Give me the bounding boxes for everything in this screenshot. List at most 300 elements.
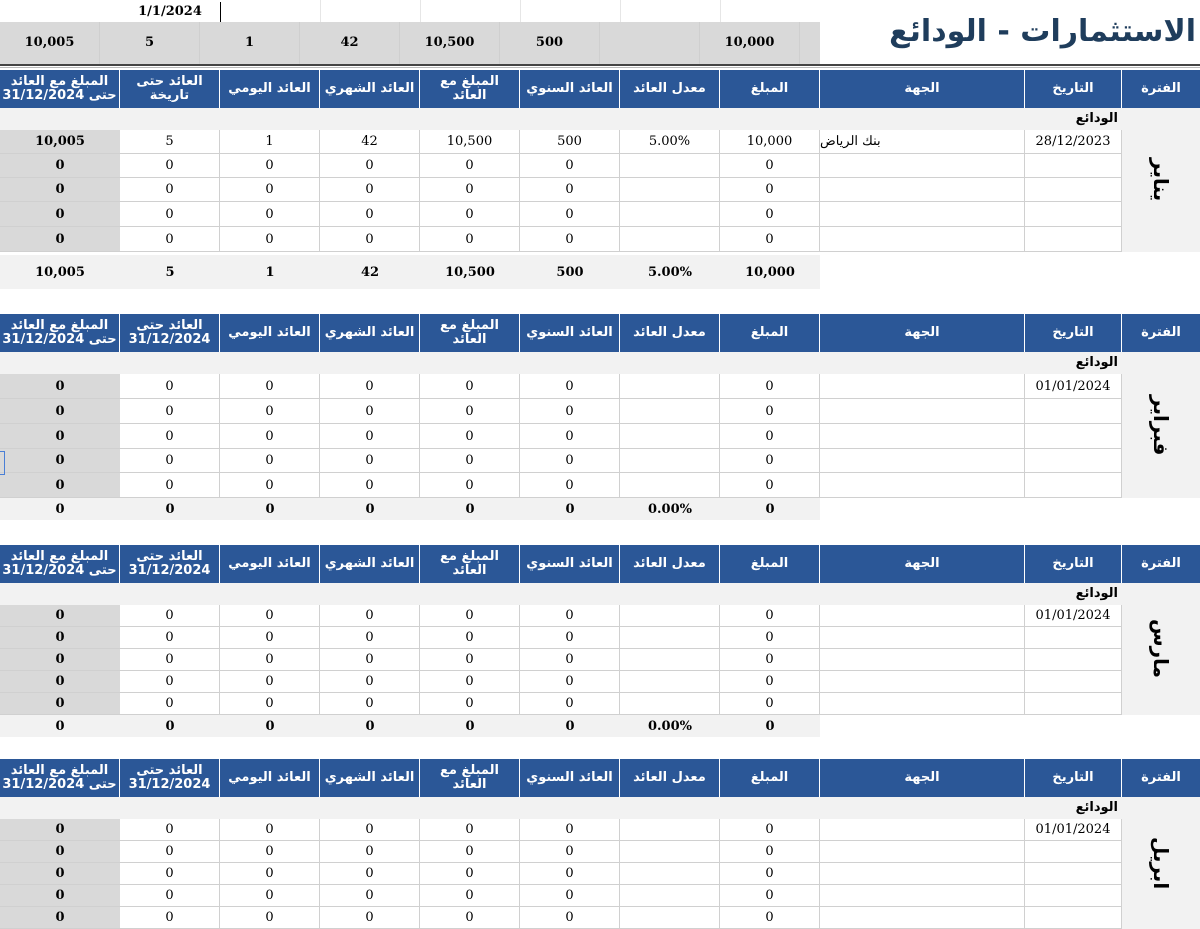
cell-daily-return[interactable]: 0 [220,841,320,863]
table-row [0,605,1122,627]
cell-date[interactable] [1025,154,1122,178]
cell-party[interactable] [820,424,1025,449]
table-row [0,693,1122,715]
cell-monthly-return[interactable]: 0 [320,885,420,907]
cell-party[interactable] [820,671,1025,693]
total-amount-with-return[interactable]: 10,500 [445,264,495,280]
cell-amount-with-return[interactable]: 0 [420,424,520,449]
header-return-to-date[interactable]: العائد حتى 31/12/2024 [120,314,220,352]
cell-daily-return[interactable]: 0 [220,627,320,649]
header-amount[interactable]: المبلغ [720,545,820,583]
cell-daily-return[interactable]: 0 [220,178,320,202]
cell-daily-return[interactable]: 0 [220,202,320,227]
header-annual-return[interactable]: العائد السنوي [520,759,620,797]
cell-amount[interactable]: 0 [720,649,820,671]
top-date-cell[interactable]: 1/1/2024 [120,2,221,23]
header-monthly-return[interactable]: العائد الشهري [320,314,420,352]
cell-total-with-return[interactable]: 10,005 [0,130,120,154]
cell-annual-return[interactable]: 0 [520,863,620,885]
cell-total-with-return[interactable]: 0 [0,227,120,252]
header-party[interactable]: الجهة [820,545,1025,583]
header-daily-return[interactable]: العائد اليومي [220,314,320,352]
header-party[interactable]: الجهة [820,314,1025,352]
cell-monthly-return[interactable]: 0 [320,178,420,202]
cell-monthly-return[interactable]: 0 [320,473,420,498]
summary-amount-with-return[interactable]: 10,500 [400,22,500,64]
cell-amount[interactable]: 0 [720,449,820,473]
cell-daily-return[interactable]: 0 [220,863,320,885]
table-row [0,130,1122,154]
cell-amount[interactable]: 10,000 [720,130,820,154]
table-row [0,671,1122,693]
header-annual-return[interactable]: العائد السنوي [520,70,620,108]
table-row [0,841,1122,863]
total-annual-return[interactable]: 0 [565,501,575,517]
summary-monthly-return[interactable]: 42 [300,22,400,64]
cell-return-to-date[interactable]: 0 [120,693,220,715]
cell-amount[interactable]: 0 [720,819,820,841]
cell-amount[interactable]: 0 [720,399,820,424]
cell-monthly-return[interactable]: 0 [320,649,420,671]
cell-party[interactable] [820,399,1025,424]
cell-amount[interactable]: 0 [720,473,820,498]
cell-return-to-date[interactable]: 0 [120,399,220,424]
header-period[interactable]: الفترة [1141,325,1181,340]
header-total-with-return[interactable]: المبلغ مع العائد حتى 31/12/2024 [0,70,120,108]
cell-daily-return[interactable]: 0 [220,473,320,498]
cell-amount[interactable]: 0 [720,627,820,649]
cell-daily-return[interactable]: 0 [220,671,320,693]
cell-amount[interactable]: 0 [720,841,820,863]
cell-monthly-return[interactable]: 0 [320,671,420,693]
cell-monthly-return[interactable]: 0 [320,449,420,473]
cell-annual-return[interactable]: 0 [520,202,620,227]
cell-amount[interactable]: 0 [720,202,820,227]
cell-rate[interactable] [620,693,720,715]
cell-annual-return[interactable]: 0 [520,627,620,649]
header-amount[interactable]: المبلغ [720,314,820,352]
total-amount[interactable]: 0 [765,501,775,517]
cell-total-with-return[interactable]: 0 [0,202,120,227]
cell-rate[interactable] [620,424,720,449]
summary-rate[interactable] [600,22,700,64]
cell-total-with-return[interactable]: 0 [0,399,120,424]
cell-amount[interactable]: 0 [720,863,820,885]
cell-amount[interactable]: 0 [720,374,820,399]
selected-cell-indicator [0,451,5,475]
cell-total-with-return[interactable]: 0 [0,863,120,885]
total-daily-return[interactable]: 1 [265,264,275,280]
table-row [0,819,1122,841]
cell-rate[interactable] [620,605,720,627]
cell-daily-return[interactable]: 0 [220,154,320,178]
cell-rate[interactable] [620,671,720,693]
header-rate[interactable]: معدل العائد [620,70,720,108]
cell-total-with-return[interactable]: 0 [0,907,120,929]
cell-monthly-return[interactable]: 42 [320,130,420,154]
cell-return-to-date[interactable]: 0 [120,178,220,202]
summary-total-with-return[interactable]: 10,005 [0,22,100,64]
cell-monthly-return[interactable]: 0 [320,863,420,885]
month-label [1122,583,1200,715]
cell-monthly-return[interactable]: 0 [320,399,420,424]
cell-amount[interactable]: 0 [720,605,820,627]
header-daily-return[interactable]: العائد اليومي [220,70,320,108]
cell-annual-return[interactable]: 0 [520,819,620,841]
header-rate[interactable]: معدل العائد [620,314,720,352]
header-period[interactable]: الفترة [1141,81,1181,96]
cell-daily-return[interactable]: 0 [220,907,320,929]
section-label: الودائع [1075,800,1118,815]
header-rate[interactable]: معدل العائد [620,545,720,583]
cell-return-to-date[interactable]: 0 [120,374,220,399]
cell-date[interactable] [1025,202,1122,227]
header-date[interactable]: التاريخ [1025,314,1122,352]
section-label-row [0,352,1122,374]
cell-daily-return[interactable]: 0 [220,424,320,449]
cell-date[interactable] [1025,449,1122,473]
cell-total-with-return[interactable]: 0 [0,841,120,863]
table-row [0,227,1122,252]
cell-monthly-return[interactable]: 0 [320,202,420,227]
cell-return-to-date[interactable]: 0 [120,649,220,671]
header-total-with-return[interactable]: المبلغ مع العائد حتى 31/12/2024 [0,314,120,352]
cell-amount-with-return[interactable]: 0 [420,473,520,498]
total-amount[interactable]: 10,000 [745,264,795,280]
cell-total-with-return[interactable]: 0 [0,605,120,627]
header-return-to-date[interactable]: العائد حتى 31/12/2024 [120,545,220,583]
total-monthly-return[interactable]: 0 [365,718,375,734]
header-rate[interactable]: معدل العائد [620,759,720,797]
cell-party[interactable] [820,693,1025,715]
cell-rate[interactable] [620,374,720,399]
cell-amount[interactable]: 0 [720,227,820,252]
summary-annual-return[interactable]: 500 [500,22,600,64]
header-amount-with-return[interactable]: المبلغ مع العائد [420,70,520,108]
header-party[interactable]: الجهة [820,759,1025,797]
cell-total-with-return[interactable]: 0 [0,649,120,671]
header-return-to-date[interactable]: العائد حتى تاريخة [120,70,220,108]
cell-party[interactable] [820,605,1025,627]
cell-amount[interactable]: 0 [720,671,820,693]
summary-return-to-date[interactable]: 5 [100,22,200,64]
total-daily-return[interactable]: 0 [265,501,275,517]
cell-total-with-return[interactable]: 0 [0,819,120,841]
total-daily-return[interactable]: 0 [265,718,275,734]
cell-annual-return[interactable]: 500 [520,130,620,154]
cell-daily-return[interactable]: 0 [220,885,320,907]
cell-annual-return[interactable]: 0 [520,178,620,202]
cell-daily-return[interactable]: 0 [220,227,320,252]
cell-amount-with-return[interactable]: 0 [420,693,520,715]
cell-annual-return[interactable]: 0 [520,374,620,399]
cell-amount-with-return[interactable]: 0 [420,449,520,473]
cell-monthly-return[interactable]: 0 [320,841,420,863]
cell-daily-return[interactable]: 0 [220,649,320,671]
cell-monthly-return[interactable]: 0 [320,154,420,178]
cell-total-with-return[interactable]: 0 [0,449,120,473]
cell-party[interactable]: بنك الرياض [820,130,1025,154]
cell-date[interactable] [1025,885,1122,907]
header-amount[interactable]: المبلغ [720,759,820,797]
cell-return-to-date[interactable]: 0 [120,473,220,498]
cell-annual-return[interactable]: 0 [520,154,620,178]
cell-monthly-return[interactable]: 0 [320,693,420,715]
cell-amount[interactable]: 0 [720,907,820,929]
cell-rate[interactable] [620,885,720,907]
cell-total-with-return[interactable]: 0 [0,374,120,399]
cell-amount[interactable]: 0 [720,154,820,178]
cell-amount-with-return[interactable]: 0 [420,863,520,885]
cell-amount-with-return[interactable]: 0 [420,374,520,399]
cell-monthly-return[interactable]: 0 [320,605,420,627]
cell-annual-return[interactable]: 0 [520,841,620,863]
cell-amount-with-return[interactable]: 0 [420,178,520,202]
total-annual-return[interactable]: 500 [556,264,584,280]
cell-annual-return[interactable]: 0 [520,399,620,424]
cell-date[interactable] [1025,863,1122,885]
cell-annual-return[interactable]: 0 [520,649,620,671]
cell-annual-return[interactable]: 0 [520,693,620,715]
cell-daily-return[interactable]: 0 [220,374,320,399]
cell-rate[interactable] [620,907,720,929]
month-name: يناير [1149,158,1173,202]
table-row [0,885,1122,907]
cell-annual-return[interactable]: 0 [520,671,620,693]
section-label: الودائع [1075,355,1118,370]
header-date[interactable]: التاريخ [1025,545,1122,583]
cell-return-to-date[interactable]: 0 [120,819,220,841]
total-monthly-return[interactable]: 0 [365,501,375,517]
cell-amount-with-return[interactable]: 0 [420,819,520,841]
total-rate[interactable]: 5.00% [647,264,692,280]
cell-daily-return[interactable]: 0 [220,819,320,841]
cell-amount-with-return[interactable]: 0 [420,202,520,227]
header-monthly-return[interactable]: العائد الشهري [320,759,420,797]
header-daily-return[interactable]: العائد اليومي [220,759,320,797]
cell-rate[interactable] [620,627,720,649]
cell-annual-return[interactable]: 0 [520,885,620,907]
cell-party[interactable] [820,449,1025,473]
cell-total-with-return[interactable]: 0 [0,473,120,498]
total-annual-return[interactable]: 0 [565,718,575,734]
cell-rate[interactable]: 5.00% [620,130,720,154]
cell-date[interactable]: 01/01/2024 [1025,374,1122,399]
header-date[interactable]: التاريخ [1025,70,1122,108]
total-rate[interactable]: 0.00% [647,501,692,517]
table-row [0,399,1122,424]
cell-amount-with-return[interactable]: 0 [420,649,520,671]
cell-return-to-date[interactable]: 5 [120,130,220,154]
total-return-to-date[interactable]: 0 [165,501,175,517]
header-amount-with-return[interactable]: المبلغ مع العائد [420,759,520,797]
cell-date[interactable] [1025,178,1122,202]
header-monthly-return[interactable]: العائد الشهري [320,70,420,108]
cell-monthly-return[interactable]: 0 [320,627,420,649]
cell-rate[interactable] [620,649,720,671]
total-monthly-return[interactable]: 42 [360,264,380,280]
header-amount-with-return[interactable]: المبلغ مع العائد [420,545,520,583]
cell-rate[interactable] [620,819,720,841]
cell-annual-return[interactable]: 0 [520,424,620,449]
table-row [0,374,1122,399]
cell-amount-with-return[interactable]: 0 [420,671,520,693]
cell-rate[interactable] [620,178,720,202]
cell-date[interactable]: 01/01/2024 [1025,605,1122,627]
total-amount-with-return[interactable]: 0 [465,501,475,517]
cell-amount-with-return[interactable]: 0 [420,399,520,424]
cell-rate[interactable] [620,473,720,498]
cell-party[interactable] [820,202,1025,227]
cell-date[interactable] [1025,649,1122,671]
cell-daily-return[interactable]: 0 [220,399,320,424]
cell-date[interactable] [1025,841,1122,863]
cell-annual-return[interactable]: 0 [520,907,620,929]
table-row [0,649,1122,671]
cell-rate[interactable] [620,863,720,885]
cell-return-to-date[interactable]: 0 [120,449,220,473]
header-period[interactable]: الفترة [1141,770,1181,785]
cell-monthly-return[interactable]: 0 [320,819,420,841]
header-annual-return[interactable]: العائد السنوي [520,545,620,583]
cell-daily-return[interactable]: 1 [220,130,320,154]
cell-monthly-return[interactable]: 0 [320,374,420,399]
cell-party[interactable] [820,863,1025,885]
cell-date[interactable] [1025,424,1122,449]
cell-total-with-return[interactable]: 0 [0,424,120,449]
cell-monthly-return[interactable]: 0 [320,424,420,449]
cell-total-with-return[interactable]: 0 [0,178,120,202]
cell-amount-with-return[interactable]: 0 [420,841,520,863]
cell-total-with-return[interactable]: 0 [0,627,120,649]
total-amount[interactable]: 0 [765,718,775,734]
cell-return-to-date[interactable]: 0 [120,907,220,929]
cell-amount-with-return[interactable]: 10,500 [420,130,520,154]
cell-date[interactable] [1025,227,1122,252]
cell-amount-with-return[interactable]: 0 [420,627,520,649]
cell-date[interactable]: 28/12/2023 [1025,130,1122,154]
cell-total-with-return[interactable]: 0 [0,154,120,178]
section-label-row [0,583,1122,605]
cell-party[interactable] [820,885,1025,907]
header-total-with-return[interactable]: المبلغ مع العائد حتى 31/12/2024 [0,759,120,797]
cell-party[interactable] [820,227,1025,252]
cell-date[interactable]: 01/01/2024 [1025,819,1122,841]
cell-annual-return[interactable]: 0 [520,449,620,473]
cell-party[interactable] [820,178,1025,202]
header-amount-with-return[interactable]: المبلغ مع العائد [420,314,520,352]
cell-amount-with-return[interactable]: 0 [420,885,520,907]
cell-rate[interactable] [620,202,720,227]
cell-annual-return[interactable]: 0 [520,227,620,252]
cell-party[interactable] [820,841,1025,863]
cell-party[interactable] [820,649,1025,671]
header-daily-return[interactable]: العائد اليومي [220,545,320,583]
table-header [0,759,1200,797]
cell-daily-return[interactable]: 0 [220,605,320,627]
total-return-to-date[interactable]: 5 [165,264,175,280]
cell-amount-with-return[interactable]: 0 [420,907,520,929]
cell-party[interactable] [820,374,1025,399]
summary-amount[interactable]: 10,000 [700,22,800,64]
cell-date[interactable] [1025,671,1122,693]
total-rate[interactable]: 0.00% [647,718,692,734]
cell-party[interactable] [820,154,1025,178]
cell-total-with-return[interactable]: 0 [0,693,120,715]
cell-total-with-return[interactable]: 0 [0,885,120,907]
cell-rate[interactable] [620,154,720,178]
cell-return-to-date[interactable]: 0 [120,841,220,863]
cell-rate[interactable] [620,449,720,473]
cell-monthly-return[interactable]: 0 [320,227,420,252]
cell-party[interactable] [820,627,1025,649]
header-annual-return[interactable]: العائد السنوي [520,314,620,352]
cell-date[interactable] [1025,627,1122,649]
cell-return-to-date[interactable]: 0 [120,227,220,252]
cell-rate[interactable] [620,399,720,424]
cell-return-to-date[interactable]: 0 [120,671,220,693]
table-row [0,178,1122,202]
cell-amount[interactable]: 0 [720,885,820,907]
cell-daily-return[interactable]: 0 [220,693,320,715]
cell-return-to-date[interactable]: 0 [120,424,220,449]
table-row [0,863,1122,885]
header-party[interactable]: الجهة [820,70,1025,108]
total-total-with-return[interactable]: 0 [55,501,65,517]
table-row [0,449,1122,473]
cell-return-to-date[interactable]: 0 [120,605,220,627]
cell-date[interactable] [1025,693,1122,715]
cell-amount-with-return[interactable]: 0 [420,605,520,627]
cell-return-to-date[interactable]: 0 [120,202,220,227]
cell-date[interactable] [1025,907,1122,929]
header-total-with-return[interactable]: المبلغ مع العائد حتى 31/12/2024 [0,545,120,583]
totals-row [0,715,820,737]
cell-annual-return[interactable]: 0 [520,605,620,627]
cell-amount-with-return[interactable]: 0 [420,154,520,178]
total-total-with-return[interactable]: 10,005 [35,264,85,280]
cell-date[interactable] [1025,473,1122,498]
header-amount[interactable]: المبلغ [720,70,820,108]
cell-amount[interactable]: 0 [720,178,820,202]
header-period[interactable]: الفترة [1141,556,1181,571]
cell-amount-with-return[interactable]: 0 [420,227,520,252]
cell-return-to-date[interactable]: 0 [120,154,220,178]
cell-rate[interactable] [620,227,720,252]
header-date[interactable]: التاريخ [1025,759,1122,797]
header-monthly-return[interactable]: العائد الشهري [320,545,420,583]
cell-amount[interactable]: 0 [720,693,820,715]
cell-total-with-return[interactable]: 0 [0,671,120,693]
cell-return-to-date[interactable]: 0 [120,885,220,907]
summary-daily-return[interactable]: 1 [200,22,300,64]
total-total-with-return[interactable]: 0 [55,718,65,734]
cell-date[interactable] [1025,399,1122,424]
cell-party[interactable] [820,907,1025,929]
header-return-to-date[interactable]: العائد حتى 31/12/2024 [120,759,220,797]
cell-party[interactable] [820,819,1025,841]
cell-party[interactable] [820,473,1025,498]
total-return-to-date[interactable]: 0 [165,718,175,734]
cell-amount[interactable]: 0 [720,424,820,449]
cell-daily-return[interactable]: 0 [220,449,320,473]
total-amount-with-return[interactable]: 0 [465,718,475,734]
cell-return-to-date[interactable]: 0 [120,863,220,885]
cell-monthly-return[interactable]: 0 [320,907,420,929]
cell-return-to-date[interactable]: 0 [120,627,220,649]
cell-annual-return[interactable]: 0 [520,473,620,498]
cell-rate[interactable] [620,841,720,863]
